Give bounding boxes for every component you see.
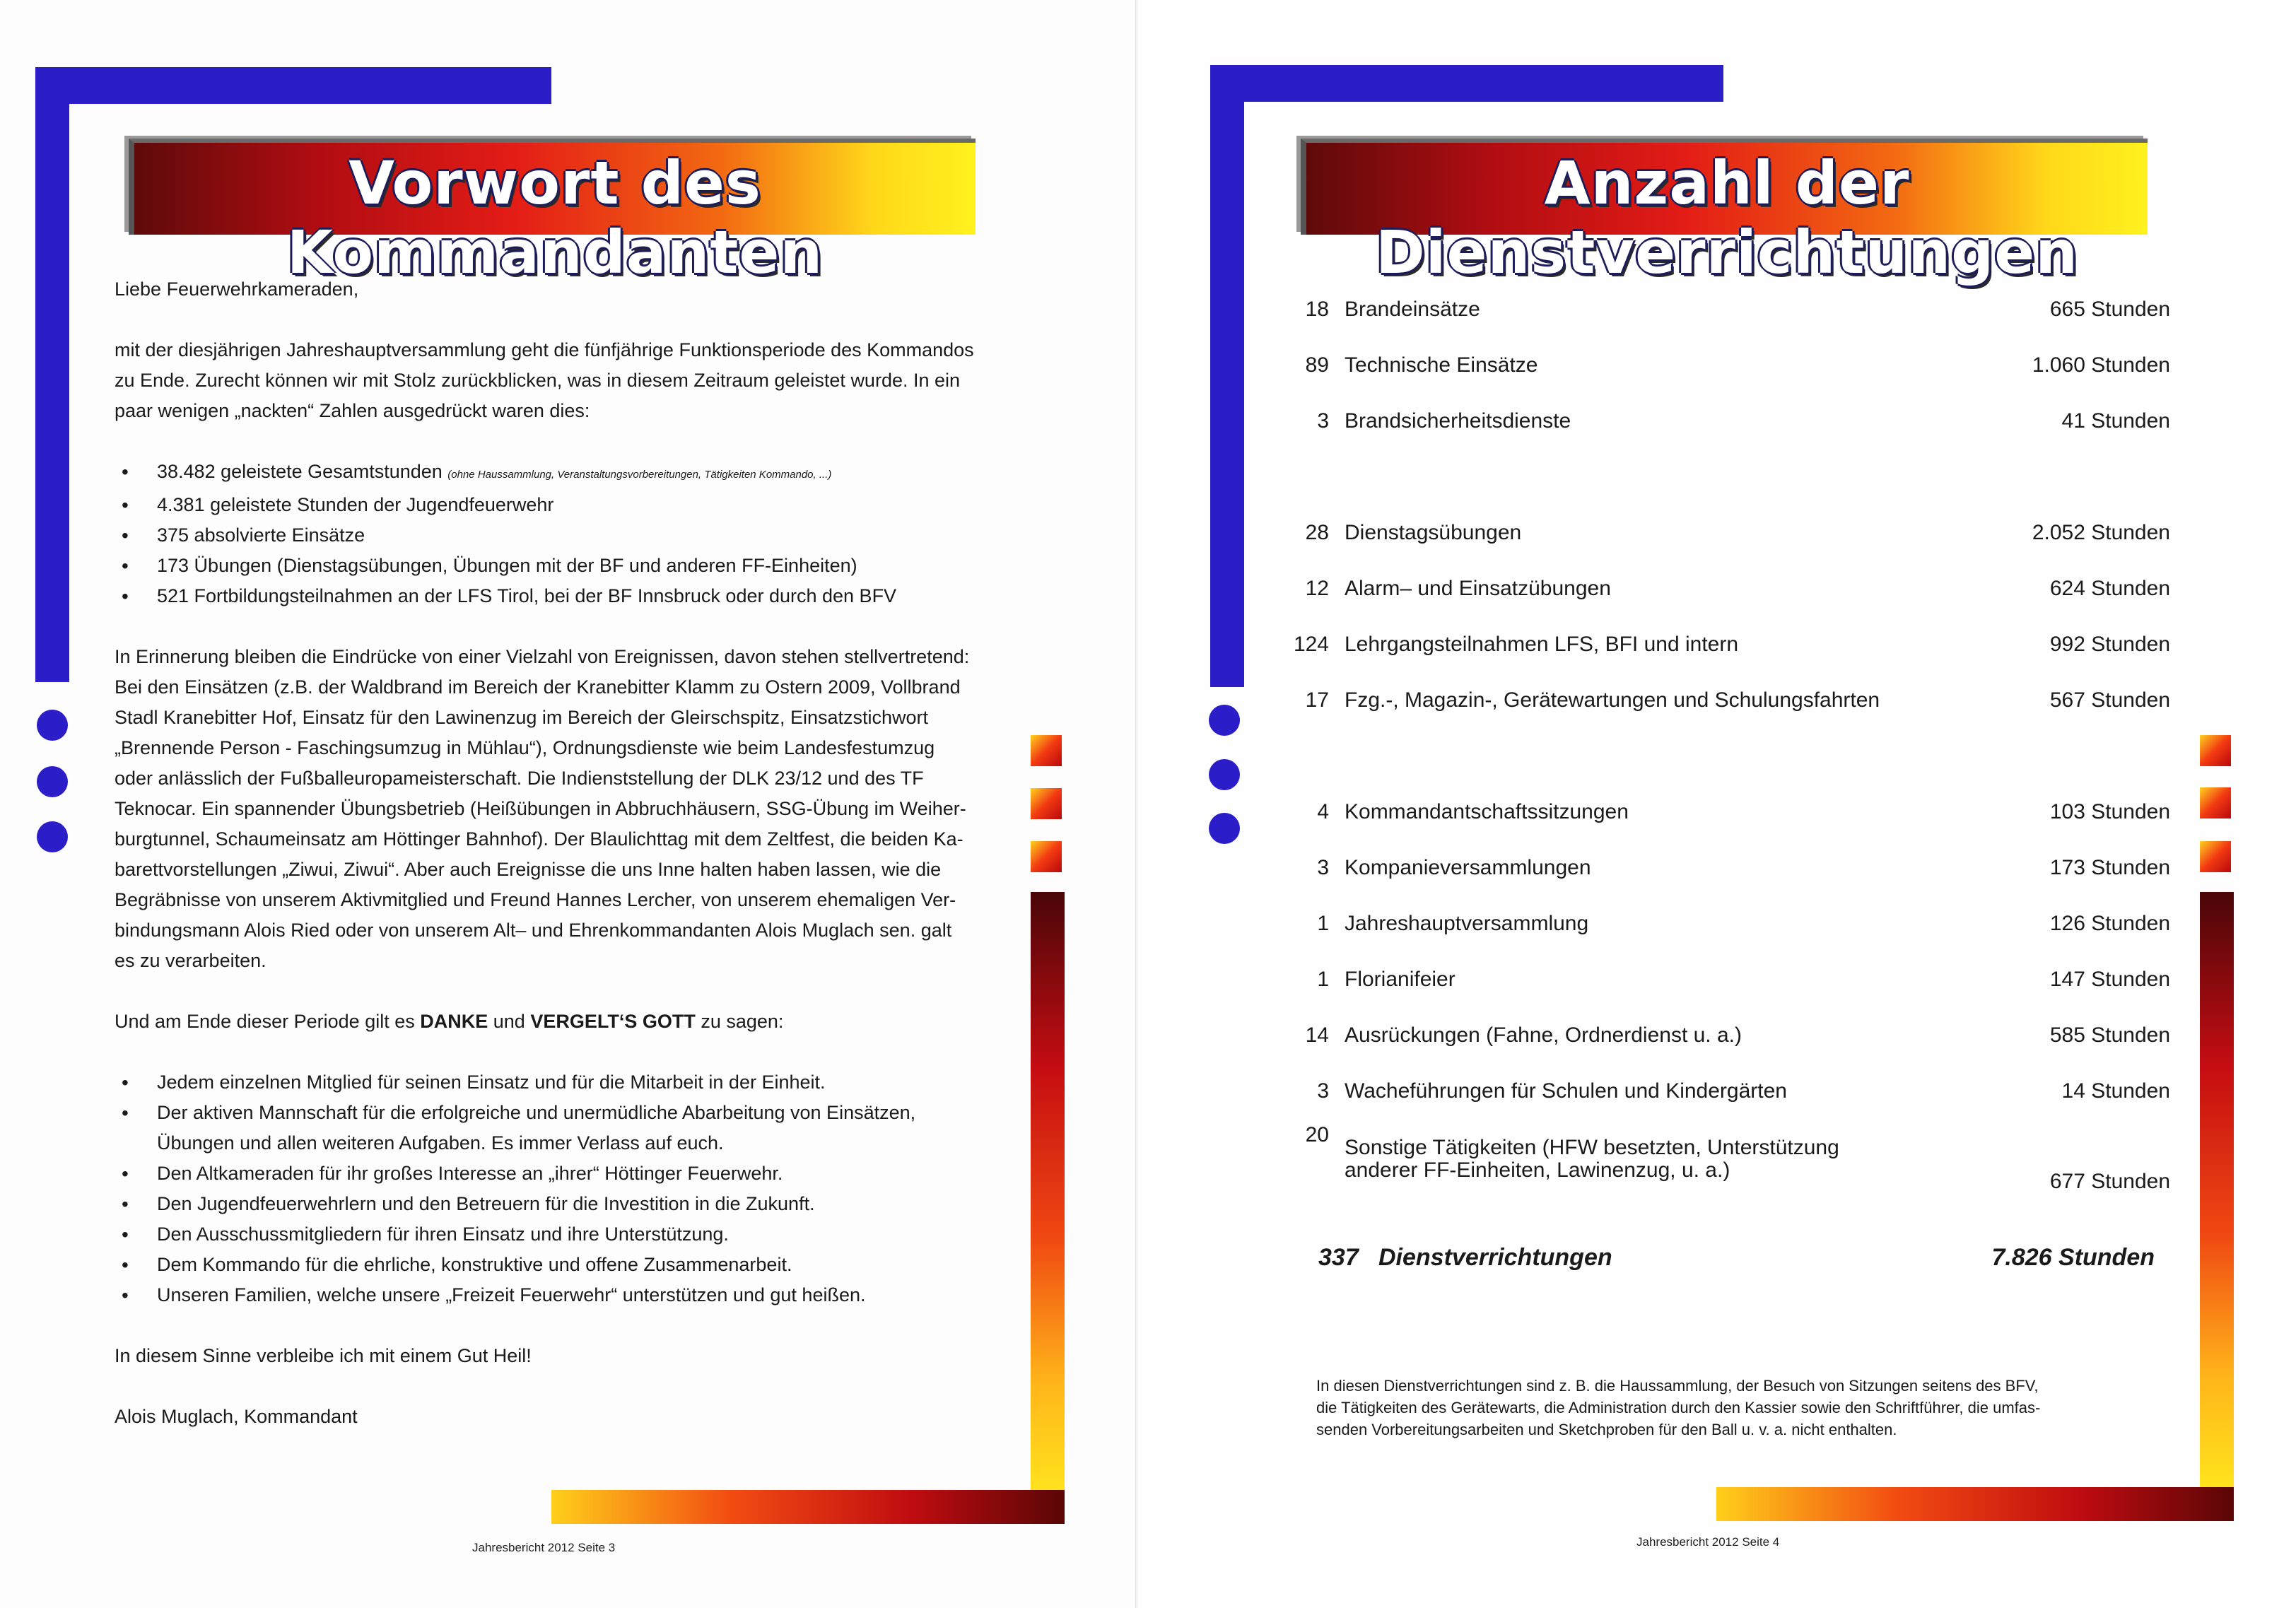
label-cell: Ausrückungen (Fahne, Ordnerdienst u. a.)	[1345, 1023, 1742, 1047]
count-cell: 20	[1305, 1123, 1329, 1146]
total-count: 337	[1318, 1244, 1359, 1271]
gradient-square	[1031, 841, 1062, 872]
label-cell: Fzg.-, Magazin-, Gerätewartungen und Schulungsfahrten	[1345, 688, 1880, 712]
gradient-square	[2200, 787, 2231, 818]
blue-side-bar	[35, 67, 69, 682]
table-row	[1272, 1007, 2170, 1063]
count-cell: 3	[1317, 1079, 1329, 1103]
hours-cell: 585 Stunden	[2049, 1023, 2170, 1047]
page-left	[0, 0, 1138, 1608]
label-cell: Lehrgangsteilnahmen LFS, BFI und intern	[1345, 632, 1739, 656]
count-cell: 17	[1305, 688, 1329, 712]
memory-line: burgtunnel, Schaumeinsatz am Höttinger Bahnhof). Der Blaulichttag mit dem Zeltfest, die beiden Ka-	[115, 828, 964, 850]
table-row	[1272, 393, 2170, 449]
blue-side-bar	[1210, 65, 1244, 687]
list-item: • Jedem einzelnen Mitglied für seinen Einsatz und für die Mitarbeit in der Einheit.	[115, 1067, 1033, 1098]
footnote: In diesen Dienstverrichtungen sind z. B. die Haussammlung, der Besuch von Sitzungen seitens des BFV, die Tätigkeiten des Gerätewarts, die Administration durch den Kassier sowie den Schriftführer, die umfas- senden Vorbereitungsarbeiten und Sketchproben für den Ball u. v. a. nicht enthalten.	[1316, 1377, 2041, 1438]
page-right	[1138, 0, 2296, 1608]
total-label: Dienstverrichtungen	[1378, 1244, 1612, 1271]
hours-cell: 677 Stunden	[2049, 1170, 2170, 1193]
label-cell: Wacheführungen für Schulen und Kindergärten	[1345, 1079, 1787, 1103]
stats-table	[1272, 281, 2170, 1199]
table-row	[1272, 840, 2170, 896]
count-cell: 89	[1305, 353, 1329, 377]
hours-cell: 147 Stunden	[2049, 967, 2170, 991]
memory-line: barettvorstellungen „Ziwui, Ziwui“. Aber auch Ereignisse die uns Inne halten haben lassen, wie die	[115, 859, 942, 880]
gradient-footer-bar	[1716, 1487, 2234, 1521]
list-item: • Der aktiven Mannschaft für die erfolgreiche und unermüdliche Abarbeitung von Einsätzen,	[115, 1098, 1033, 1128]
hours-cell: 126 Stunden	[2049, 911, 2170, 935]
blue-dot	[37, 766, 68, 797]
blue-header-bar	[1210, 65, 1723, 102]
memory-line: Bei den Einsätzen (z.B. der Waldbrand im Bereich der Kranebitter Klamm zu Ostern 2009, Vollbrand	[115, 676, 961, 698]
blue-dot	[1209, 705, 1240, 736]
table-spacer	[1272, 449, 2170, 505]
memory-line: In Erinnerung bleiben die Eindrücke von einer Vielzahl von Ereignissen, davon stehen stellvertretend:	[115, 646, 970, 667]
label-cell: Alarm– und Einsatzübungen	[1345, 576, 1611, 600]
blue-dot	[1209, 759, 1240, 790]
blue-dot	[37, 710, 68, 741]
gradient-footer-bar	[551, 1490, 1065, 1524]
table-row	[1272, 784, 2170, 840]
list-item: • 4.381 geleistete Stunden der Jugendfeuerwehr	[115, 490, 1033, 520]
table-row	[1272, 896, 2170, 951]
memory-line: Stadl Kranebitter Hof, Einsatz für den Lawinenzug im Bereich der Gleirschspitz, Einsatzstichwort	[115, 707, 929, 728]
intro-line: paar wenigen „nackten“ Zahlen ausgedrückt waren dies:	[115, 400, 590, 421]
memory-line: bindungsmann Alois Ried oder von unserem Alt– und Ehrenkommandanten Alois Muglach sen. galt	[115, 920, 952, 941]
table-row	[1272, 561, 2170, 616]
gradient-square	[2200, 735, 2231, 766]
count-cell: 3	[1317, 855, 1329, 879]
facts-note: (ohne Haussammlung, Veranstaltungsvorbereitungen, Tätigkeiten Kommando, ...)	[447, 469, 832, 481]
page-title: Anzahl der Dienstverrichtungen	[1375, 148, 2079, 287]
list-item: • Dem Kommando für die ehrliche, konstruktive und offene Zusammenarbeit.	[115, 1250, 1033, 1280]
count-cell: 3	[1317, 409, 1329, 433]
list-item-continuation: Übungen und allen weiteren Aufgaben. Es immer Verlass auf euch.	[157, 1132, 724, 1154]
signature: Alois Muglach, Kommandant	[115, 1406, 358, 1427]
gradient-square	[2200, 841, 2231, 872]
hours-cell: 2.052 Stunden	[2032, 520, 2170, 544]
memory-line: Teknocar. Ein spannender Übungsbetrieb (Heißübungen in Abbruchhäusern, SSG-Übung im Weiher-	[115, 798, 966, 819]
blue-dot	[1209, 813, 1240, 844]
intro-line: zu Ende. Zurecht können wir mit Stolz zurückblicken, was in diesem Zeitraum geleistet wurde. In ein	[115, 370, 961, 391]
gradient-side-bar	[2200, 892, 2234, 1514]
total-hours: 7.826 Stunden	[1991, 1244, 2155, 1271]
title-banner	[1301, 139, 2148, 287]
label-cell: Kommandantschaftssitzungen	[1345, 799, 1629, 823]
list-item: • Den Jugendfeuerwehrlern und den Betreuern für die Investition in die Zukunft.	[115, 1189, 1033, 1219]
label-cell: Kompanieversammlungen	[1345, 855, 1591, 879]
table-row	[1272, 951, 2170, 1007]
facts-list	[115, 457, 1033, 611]
label-cell: Jahreshauptversammlung	[1345, 911, 1589, 935]
memory-line: es zu verarbeiten.	[115, 950, 266, 971]
list-item: • Den Altkameraden für ihr großes Interesse an „ihrer“ Höttinger Feuerwehr.	[115, 1158, 1033, 1189]
label-cell: Dienstagsübungen	[1345, 520, 1522, 544]
table-row	[1272, 672, 2170, 728]
thanks-list	[115, 1067, 1033, 1310]
label-cell: Brandeinsätze	[1345, 297, 1480, 321]
label-cell: Sonstige Tätigkeiten (HFW besetzten, Unterstützung anderer FF-Einheiten, Lawinenzug, u. a.)	[1345, 1136, 1839, 1182]
page-footer: Jahresbericht 2012 Seite 3	[472, 1541, 616, 1554]
table-row	[1272, 337, 2170, 393]
label-cell: Brandsicherheitsdienste	[1345, 409, 1571, 433]
hours-cell: 173 Stunden	[2049, 855, 2170, 879]
list-item: • 521 Fortbildungsteilnahmen an der LFS Tirol, bei der BF Innsbruck oder durch den BFV	[115, 581, 1033, 611]
page-title: Vorwort des Kommandanten	[286, 148, 824, 287]
list-item: • 375 absolvierte Einsätze	[115, 520, 1033, 551]
gradient-side-bar	[1031, 892, 1065, 1521]
label-cell: Technische Einsätze	[1345, 353, 1538, 377]
memory-line: oder anlässlich der Fußballeuropameisterschaft. Die Indienststellung der DLK 23/12 und des TF	[115, 768, 924, 789]
count-cell: 4	[1317, 799, 1329, 823]
gradient-square	[1031, 735, 1062, 766]
table-row	[1272, 616, 2170, 672]
salutation: Liebe Feuerwehrkameraden,	[115, 278, 359, 300]
count-cell: 12	[1305, 576, 1329, 600]
hours-cell: 992 Stunden	[2049, 632, 2170, 656]
foreword-body	[115, 274, 1033, 1432]
hours-cell: 567 Stunden	[2049, 688, 2170, 712]
blue-dot	[37, 821, 68, 852]
thanks-intro: Und am Ende dieser Periode gilt es DANKE und VERGELT‘S GOTT zu sagen:	[115, 1011, 784, 1032]
intro-line: mit der diesjährigen Jahreshauptversammlung geht die fünfjährige Funktionsperiode des Kommandos	[115, 339, 974, 360]
hours-cell: 14 Stunden	[2061, 1079, 2170, 1103]
table-row	[1272, 1119, 2170, 1199]
blue-header-bar	[35, 67, 551, 104]
hours-cell: 103 Stunden	[2049, 799, 2170, 823]
hours-cell: 1.060 Stunden	[2032, 353, 2170, 377]
memory-line: „Brennende Person - Faschingsumzug in Mühlau“), Ordnungsdienste wie beim Landesfestumzug	[115, 737, 935, 758]
table-row	[1272, 281, 2170, 337]
table-row	[1272, 1063, 2170, 1119]
count-cell: 18	[1305, 297, 1329, 321]
hours-cell: 41 Stunden	[2061, 409, 2170, 433]
list-item: • 38.482 geleistete Gesamtstunden (ohne Haussammlung, Veranstaltungsvorbereitungen, Tätigkeiten Kommando, ...)	[115, 457, 1033, 490]
page-footer: Jahresbericht 2012 Seite 4	[1636, 1535, 1780, 1549]
memory-line: Begräbnisse von unserem Aktivmitglied und Freund Hannes Lercher, von unserem ehemaligen Ver-	[115, 889, 956, 910]
count-cell: 28	[1305, 520, 1329, 544]
count-cell: 14	[1305, 1023, 1329, 1047]
hours-cell: 624 Stunden	[2049, 576, 2170, 600]
table-spacer	[1272, 728, 2170, 784]
count-cell: 124	[1293, 632, 1329, 656]
count-cell: 1	[1317, 911, 1329, 935]
table-row	[1272, 505, 2170, 561]
hours-cell: 665 Stunden	[2049, 297, 2170, 321]
list-item: • Unseren Familien, welche unsere „Freizeit Feuerwehr“ unterstützen und gut heißen.	[115, 1280, 1033, 1310]
count-cell: 1	[1317, 967, 1329, 991]
list-item: • Den Ausschussmitgliedern für ihren Einsatz und ihre Unterstützung.	[115, 1219, 1033, 1250]
label-cell: Florianifeier	[1345, 967, 1456, 991]
list-item: • 173 Übungen (Dienstagsübungen, Übungen mit der BF und anderen FF-Einheiten)	[115, 551, 1033, 581]
closing: In diesem Sinne verbleibe ich mit einem Gut Heil!	[115, 1345, 532, 1366]
title-banner	[129, 139, 976, 287]
gradient-square	[1031, 788, 1062, 819]
